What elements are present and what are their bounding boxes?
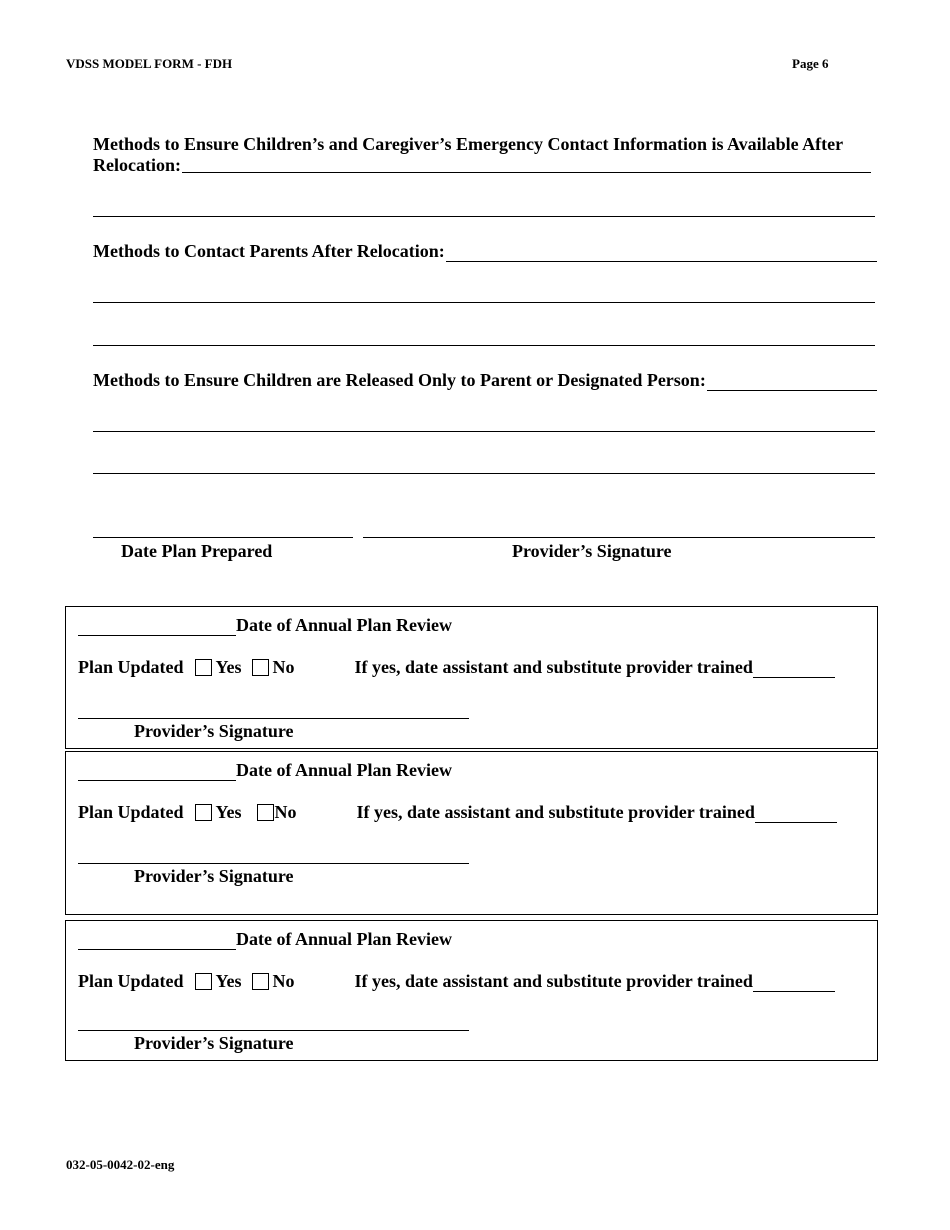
- trained-date-field[interactable]: [753, 975, 835, 992]
- plan-updated-row: [78, 971, 867, 992]
- review-date-label: Date of Annual Plan Review: [236, 760, 452, 780]
- provider-signature-field[interactable]: [78, 863, 469, 864]
- review-date-field[interactable]: [78, 933, 236, 950]
- page-number: Page 6: [792, 56, 829, 71]
- provider-signature-label: Provider’s Signature: [134, 721, 294, 741]
- question-release-children: [93, 370, 877, 391]
- yes-checkbox[interactable]: [195, 973, 212, 990]
- annual-review-box-3: [65, 920, 878, 1061]
- plan-updated-row: [78, 657, 867, 678]
- yes-label: Yes: [215, 657, 242, 677]
- trained-date-label: If yes, date assistant and substitute provider trained: [354, 971, 753, 991]
- answer-line[interactable]: [93, 431, 875, 432]
- plan-updated-row: [78, 802, 867, 823]
- provider-signature-field[interactable]: [78, 1030, 469, 1031]
- form-title: VDSS MODEL FORM - FDH: [66, 56, 233, 71]
- review-date-row: [78, 760, 452, 781]
- no-label: No: [274, 802, 297, 822]
- provider-signature-field[interactable]: [363, 537, 875, 538]
- answer-line[interactable]: [93, 216, 875, 217]
- question-emergency-contact: [93, 134, 877, 176]
- answer-line[interactable]: [93, 302, 875, 303]
- date-plan-prepared-label: Date Plan Prepared: [121, 541, 273, 561]
- trained-date-field[interactable]: [755, 806, 837, 823]
- provider-signature-label: Provider’s Signature: [134, 1033, 294, 1053]
- yes-checkbox[interactable]: [195, 659, 212, 676]
- review-date-label: Date of Annual Plan Review: [236, 929, 452, 949]
- yes-label: Yes: [215, 802, 242, 822]
- answer-field[interactable]: [446, 244, 877, 262]
- question-label-continued: Relocation:: [93, 155, 181, 175]
- no-checkbox[interactable]: [252, 973, 269, 990]
- yes-checkbox[interactable]: [195, 804, 212, 821]
- annual-review-box-2: [65, 751, 878, 915]
- no-checkbox[interactable]: [252, 659, 269, 676]
- provider-signature-label: Provider’s Signature: [134, 866, 294, 886]
- plan-updated-label: Plan Updated: [78, 657, 184, 677]
- review-date-row: [78, 615, 452, 636]
- question-label: Methods to Ensure Children’s and Caregiver’s Emergency Contact Information is Available After: [93, 134, 844, 154]
- yes-label: Yes: [215, 971, 242, 991]
- date-plan-prepared-field[interactable]: [93, 537, 353, 538]
- annual-review-box-1: [65, 606, 878, 749]
- no-checkbox[interactable]: [257, 804, 274, 821]
- no-label: No: [272, 971, 295, 991]
- review-date-field[interactable]: [78, 764, 236, 781]
- trained-date-field[interactable]: [753, 661, 835, 678]
- no-label: No: [272, 657, 295, 677]
- answer-field[interactable]: [182, 155, 871, 173]
- answer-line[interactable]: [93, 473, 875, 474]
- question-label: Methods to Ensure Children are Released Only to Parent or Designated Person:: [93, 370, 706, 390]
- plan-updated-label: Plan Updated: [78, 802, 184, 822]
- review-date-label: Date of Annual Plan Review: [236, 615, 452, 635]
- form-number: 032-05-0042-02-eng: [66, 1157, 175, 1172]
- review-date-row: [78, 929, 452, 950]
- trained-date-label: If yes, date assistant and substitute provider trained: [356, 802, 755, 822]
- question-label: Methods to Contact Parents After Relocation:: [93, 241, 445, 261]
- provider-signature-field[interactable]: [78, 718, 469, 719]
- plan-updated-label: Plan Updated: [78, 971, 184, 991]
- answer-line[interactable]: [93, 345, 875, 346]
- trained-date-label: If yes, date assistant and substitute provider trained: [354, 657, 753, 677]
- answer-field[interactable]: [707, 373, 877, 391]
- provider-signature-label: Provider’s Signature: [512, 541, 672, 561]
- question-contact-parents: [93, 241, 877, 262]
- review-date-field[interactable]: [78, 619, 236, 636]
